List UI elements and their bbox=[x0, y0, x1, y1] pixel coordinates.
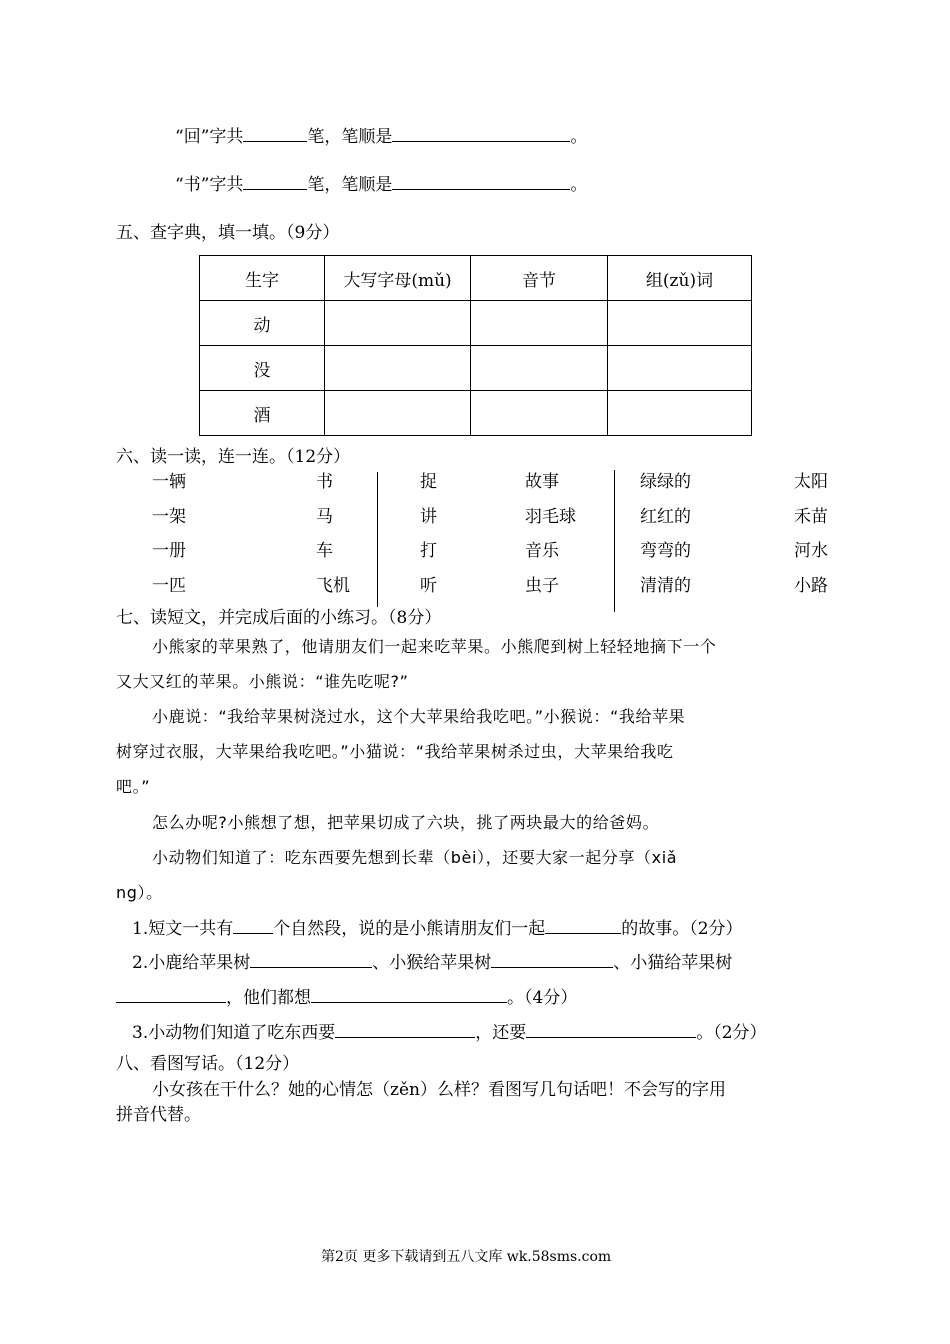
column-divider bbox=[377, 472, 378, 607]
answer-cell[interactable] bbox=[325, 391, 471, 436]
answer-cell[interactable] bbox=[325, 346, 471, 391]
answer-blank[interactable] bbox=[233, 916, 273, 934]
table-char: 酒 bbox=[200, 391, 325, 436]
question-2 bbox=[132, 950, 732, 974]
stroke-line-hui bbox=[175, 124, 587, 148]
stroke-order-blank[interactable] bbox=[392, 172, 570, 190]
passage-line: 树穿过衣服，大苹果给我吃吧。”小猫说：“我给苹果树杀过虫，大苹果给我吃 bbox=[116, 742, 674, 761]
match-item[interactable]: 马 bbox=[316, 507, 333, 527]
question-text: 、小猫给苹果树 bbox=[613, 953, 733, 973]
match-item[interactable]: 讲 bbox=[420, 507, 437, 527]
stroke-order-blank[interactable] bbox=[392, 124, 570, 142]
answer-blank[interactable] bbox=[491, 950, 613, 968]
match-item[interactable]: 弯弯的 bbox=[640, 541, 691, 561]
table-char: 动 bbox=[200, 301, 325, 346]
header-words: 组(zǔ)词 bbox=[608, 256, 752, 301]
prompt-line: 拼音代替。 bbox=[116, 1105, 201, 1125]
match-item[interactable]: 太阳 bbox=[794, 472, 828, 492]
header-syllable: 音节 bbox=[471, 256, 608, 301]
match-item[interactable]: 故事 bbox=[525, 472, 559, 492]
stroke-mid: 笔，笔顺是 bbox=[307, 175, 393, 195]
answer-blank[interactable] bbox=[335, 1020, 475, 1038]
passage-line: ng）。 bbox=[116, 883, 163, 902]
answer-cell[interactable] bbox=[325, 301, 471, 346]
answer-blank[interactable] bbox=[545, 916, 621, 934]
answer-blank[interactable] bbox=[250, 950, 372, 968]
question-2-cont bbox=[116, 985, 577, 1009]
stroke-end: 。 bbox=[570, 175, 588, 195]
match-item[interactable]: 书 bbox=[316, 472, 333, 492]
stroke-prefix: “回”字共 bbox=[175, 127, 244, 147]
stroke-mid: 笔，笔顺是 bbox=[307, 127, 393, 147]
match-item[interactable]: 一册 bbox=[152, 541, 186, 561]
match-item[interactable]: 禾苗 bbox=[794, 507, 828, 527]
stroke-line-shu bbox=[175, 172, 587, 196]
table-row bbox=[200, 346, 752, 391]
answer-cell[interactable] bbox=[608, 301, 752, 346]
passage-line: 小动物们知道了：吃东西要先想到长辈（bèi），还要大家一起分享（xiǎ bbox=[152, 848, 678, 867]
prompt-line: 小女孩在干什么？她的心情怎（zěn）么样？看图写几句话吧！不会写的字用 bbox=[152, 1080, 726, 1100]
passage-line: 小熊家的苹果熟了，他请朋友们一起来吃苹果。小熊爬到树上轻轻地摘下一个 bbox=[152, 637, 717, 656]
answer-blank[interactable] bbox=[311, 985, 507, 1003]
question-text: 个自然段，说的是小熊请朋友们一起 bbox=[273, 919, 546, 939]
section8-title: 八、看图写话。（12分） bbox=[116, 1054, 300, 1074]
match-item[interactable]: 河水 bbox=[794, 541, 828, 561]
question-text: 。（2分） bbox=[696, 1023, 767, 1043]
match-item[interactable]: 飞机 bbox=[316, 576, 350, 596]
passage-line: 吧。” bbox=[116, 777, 151, 796]
match-item[interactable]: 捉 bbox=[420, 472, 437, 492]
answer-cell[interactable] bbox=[471, 301, 608, 346]
section5-title: 五、查字典，填一填。（9分） bbox=[116, 223, 340, 243]
question-text: ，他们都想 bbox=[226, 988, 311, 1008]
passage-line: 怎么办呢?小熊想了想，把苹果切成了六块，挑了两块最大的给爸妈。 bbox=[152, 813, 660, 832]
column-divider bbox=[614, 470, 615, 612]
match-item[interactable]: 一辆 bbox=[152, 472, 186, 492]
section6-title: 六、读一读，连一连。（12分） bbox=[116, 447, 351, 467]
match-item[interactable]: 红红的 bbox=[640, 507, 691, 527]
section7-title: 七、读短文，并完成后面的小练习。（8分） bbox=[116, 608, 442, 628]
stroke-count-blank[interactable] bbox=[243, 172, 307, 190]
answer-blank[interactable] bbox=[526, 1020, 696, 1038]
match-item[interactable]: 清清的 bbox=[640, 576, 691, 596]
match-item[interactable]: 绿绿的 bbox=[640, 472, 691, 492]
match-item[interactable]: 打 bbox=[420, 541, 437, 561]
match-item[interactable]: 小路 bbox=[794, 576, 828, 596]
answer-cell[interactable] bbox=[608, 346, 752, 391]
question-text: 、小猴给苹果树 bbox=[372, 953, 492, 973]
dictionary-table bbox=[199, 255, 752, 436]
stroke-prefix: “书”字共 bbox=[175, 175, 244, 195]
table-row bbox=[200, 391, 752, 436]
question-text: 的故事。（2分） bbox=[621, 919, 743, 939]
answer-cell[interactable] bbox=[471, 391, 608, 436]
question-text: 。（4分） bbox=[507, 988, 578, 1008]
match-item[interactable]: 羽毛球 bbox=[525, 507, 576, 527]
match-item[interactable]: 音乐 bbox=[525, 541, 559, 561]
stroke-end: 。 bbox=[570, 127, 588, 147]
header-char: 生字 bbox=[200, 256, 325, 301]
question-text: ，还要 bbox=[475, 1023, 527, 1043]
answer-cell[interactable] bbox=[471, 346, 608, 391]
match-item[interactable]: 虫子 bbox=[525, 576, 559, 596]
page-footer: 第2页 更多下载请到五八文库 wk.58sms.com bbox=[321, 1249, 612, 1265]
match-item[interactable]: 一匹 bbox=[152, 576, 186, 596]
answer-cell[interactable] bbox=[608, 391, 752, 436]
table-row bbox=[200, 301, 752, 346]
passage-line: 小鹿说：“我给苹果树浇过水，这个大苹果给我吃吧。”小猴说：“我给苹果 bbox=[152, 707, 686, 726]
question-3 bbox=[132, 1020, 767, 1044]
match-item[interactable]: 听 bbox=[420, 576, 437, 596]
table-char: 没 bbox=[200, 346, 325, 391]
question-text: 2.小鹿给苹果树 bbox=[132, 953, 251, 973]
answer-blank[interactable] bbox=[116, 985, 226, 1003]
table-header-row bbox=[200, 256, 752, 301]
question-text: 3.小动物们知道了吃东西要 bbox=[132, 1023, 336, 1043]
question-text: 1.短文一共有 bbox=[132, 919, 234, 939]
match-item[interactable]: 车 bbox=[316, 541, 333, 561]
passage-line: 又大又红的苹果。小熊说：“谁先吃呢?” bbox=[116, 672, 409, 691]
stroke-count-blank[interactable] bbox=[243, 124, 307, 142]
question-1 bbox=[132, 916, 743, 940]
match-item[interactable]: 一架 bbox=[152, 507, 186, 527]
header-capital: 大写字母(mǔ) bbox=[325, 256, 471, 301]
